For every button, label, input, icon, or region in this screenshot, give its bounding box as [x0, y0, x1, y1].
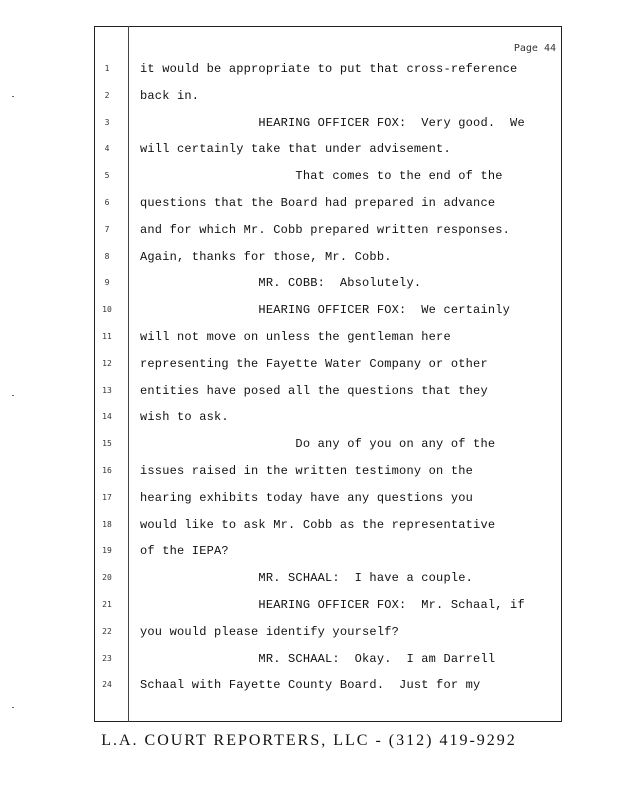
transcript-line — [0, 491, 618, 511]
line-number: 12 — [102, 358, 112, 368]
transcript-line — [0, 62, 618, 82]
line-number: 2 — [104, 90, 110, 100]
transcript-line — [0, 142, 618, 162]
line-text: Schaal with Fayette County Board. Just for my — [140, 678, 481, 693]
line-number: 24 — [102, 680, 112, 690]
line-number: 20 — [102, 573, 112, 583]
scan-speck — [12, 96, 14, 97]
line-number: 21 — [102, 600, 112, 609]
line-text: will certainly take that under advisement. — [140, 142, 451, 157]
line-number: 10 — [102, 305, 112, 315]
line-number: 5 — [104, 171, 110, 181]
transcript-line — [0, 571, 618, 591]
line-number: 6 — [104, 198, 110, 207]
page-number: Page 44 — [513, 43, 556, 54]
line-text: representing the Fayette Water Company or other — [140, 356, 488, 371]
transcript-line — [0, 169, 618, 189]
line-text: and for which Mr. Cobb prepared written responses. — [140, 222, 511, 237]
transcript-line — [0, 464, 618, 484]
line-number: 1 — [104, 64, 110, 73]
line-number: 18 — [102, 519, 112, 529]
line-text: MR. SCHAAL: I have a couple. — [140, 571, 474, 586]
line-text: wish to ask. — [140, 410, 229, 425]
transcript-line — [0, 357, 618, 377]
line-text: Do any of you on any of the — [140, 437, 496, 452]
line-text: of the IEPA? — [140, 544, 229, 559]
line-number: 22 — [102, 626, 112, 636]
line-number: 16 — [102, 466, 112, 475]
line-text: issues raised in the written testimony on the — [140, 464, 474, 478]
line-text: That comes to the end of the — [140, 169, 503, 184]
transcript-line — [0, 437, 618, 457]
line-number: 15 — [102, 439, 112, 449]
scan-speck — [12, 707, 14, 708]
line-number: 17 — [102, 492, 112, 502]
transcript-line — [0, 250, 618, 270]
line-number: 19 — [102, 546, 112, 556]
transcript-line — [0, 410, 618, 430]
transcript-line — [0, 276, 618, 296]
line-number: 7 — [104, 224, 110, 234]
line-number: 4 — [104, 144, 110, 154]
scan-speck — [12, 395, 14, 396]
line-number: 23 — [102, 653, 112, 663]
footer-reporter: L.A. COURT REPORTERS, LLC - (312) 419-9292 — [101, 732, 517, 749]
transcript-line — [0, 330, 618, 350]
transcript-line — [0, 384, 618, 404]
transcript-line — [0, 678, 618, 698]
line-number: 13 — [102, 385, 112, 395]
line-text: entities have posed all the questions that they — [140, 383, 488, 398]
transcript-line — [0, 518, 618, 538]
line-number: 14 — [102, 412, 112, 422]
line-number: 3 — [104, 117, 110, 127]
line-text: MR. COBB: Absolutely. — [140, 276, 422, 291]
transcript-line — [0, 303, 618, 323]
line-text: HEARING OFFICER FOX: Very good. We — [140, 115, 525, 130]
line-text: back in. — [140, 88, 200, 103]
transcript-line — [0, 625, 618, 645]
transcript-line — [0, 116, 618, 136]
line-text: Again, thanks for those, Mr. Cobb. — [140, 249, 392, 264]
line-text: HEARING OFFICER FOX: Mr. Schaal, if — [140, 598, 525, 612]
line-text: it would be appropriate to put that cross-reference — [140, 62, 518, 76]
line-text: HEARING OFFICER FOX: We certainly — [140, 303, 511, 318]
transcript-line — [0, 544, 618, 564]
line-text: would like to ask Mr. Cobb as the representative — [140, 517, 496, 532]
line-number: 8 — [104, 251, 110, 261]
line-text: will not move on unless the gentleman here — [140, 330, 451, 344]
transcript-line — [0, 223, 618, 243]
transcript-line — [0, 196, 618, 216]
transcript-line — [0, 598, 618, 618]
transcript-line — [0, 652, 618, 672]
line-text: you would please identify yourself? — [140, 624, 400, 639]
line-number: 9 — [104, 278, 110, 288]
line-text: questions that the Board had prepared in advance — [140, 196, 496, 210]
transcript-line — [0, 89, 618, 109]
line-text: hearing exhibits today have any questions you — [140, 490, 474, 505]
line-number: 11 — [102, 332, 112, 341]
line-text: MR. SCHAAL: Okay. I am Darrell — [140, 651, 496, 666]
